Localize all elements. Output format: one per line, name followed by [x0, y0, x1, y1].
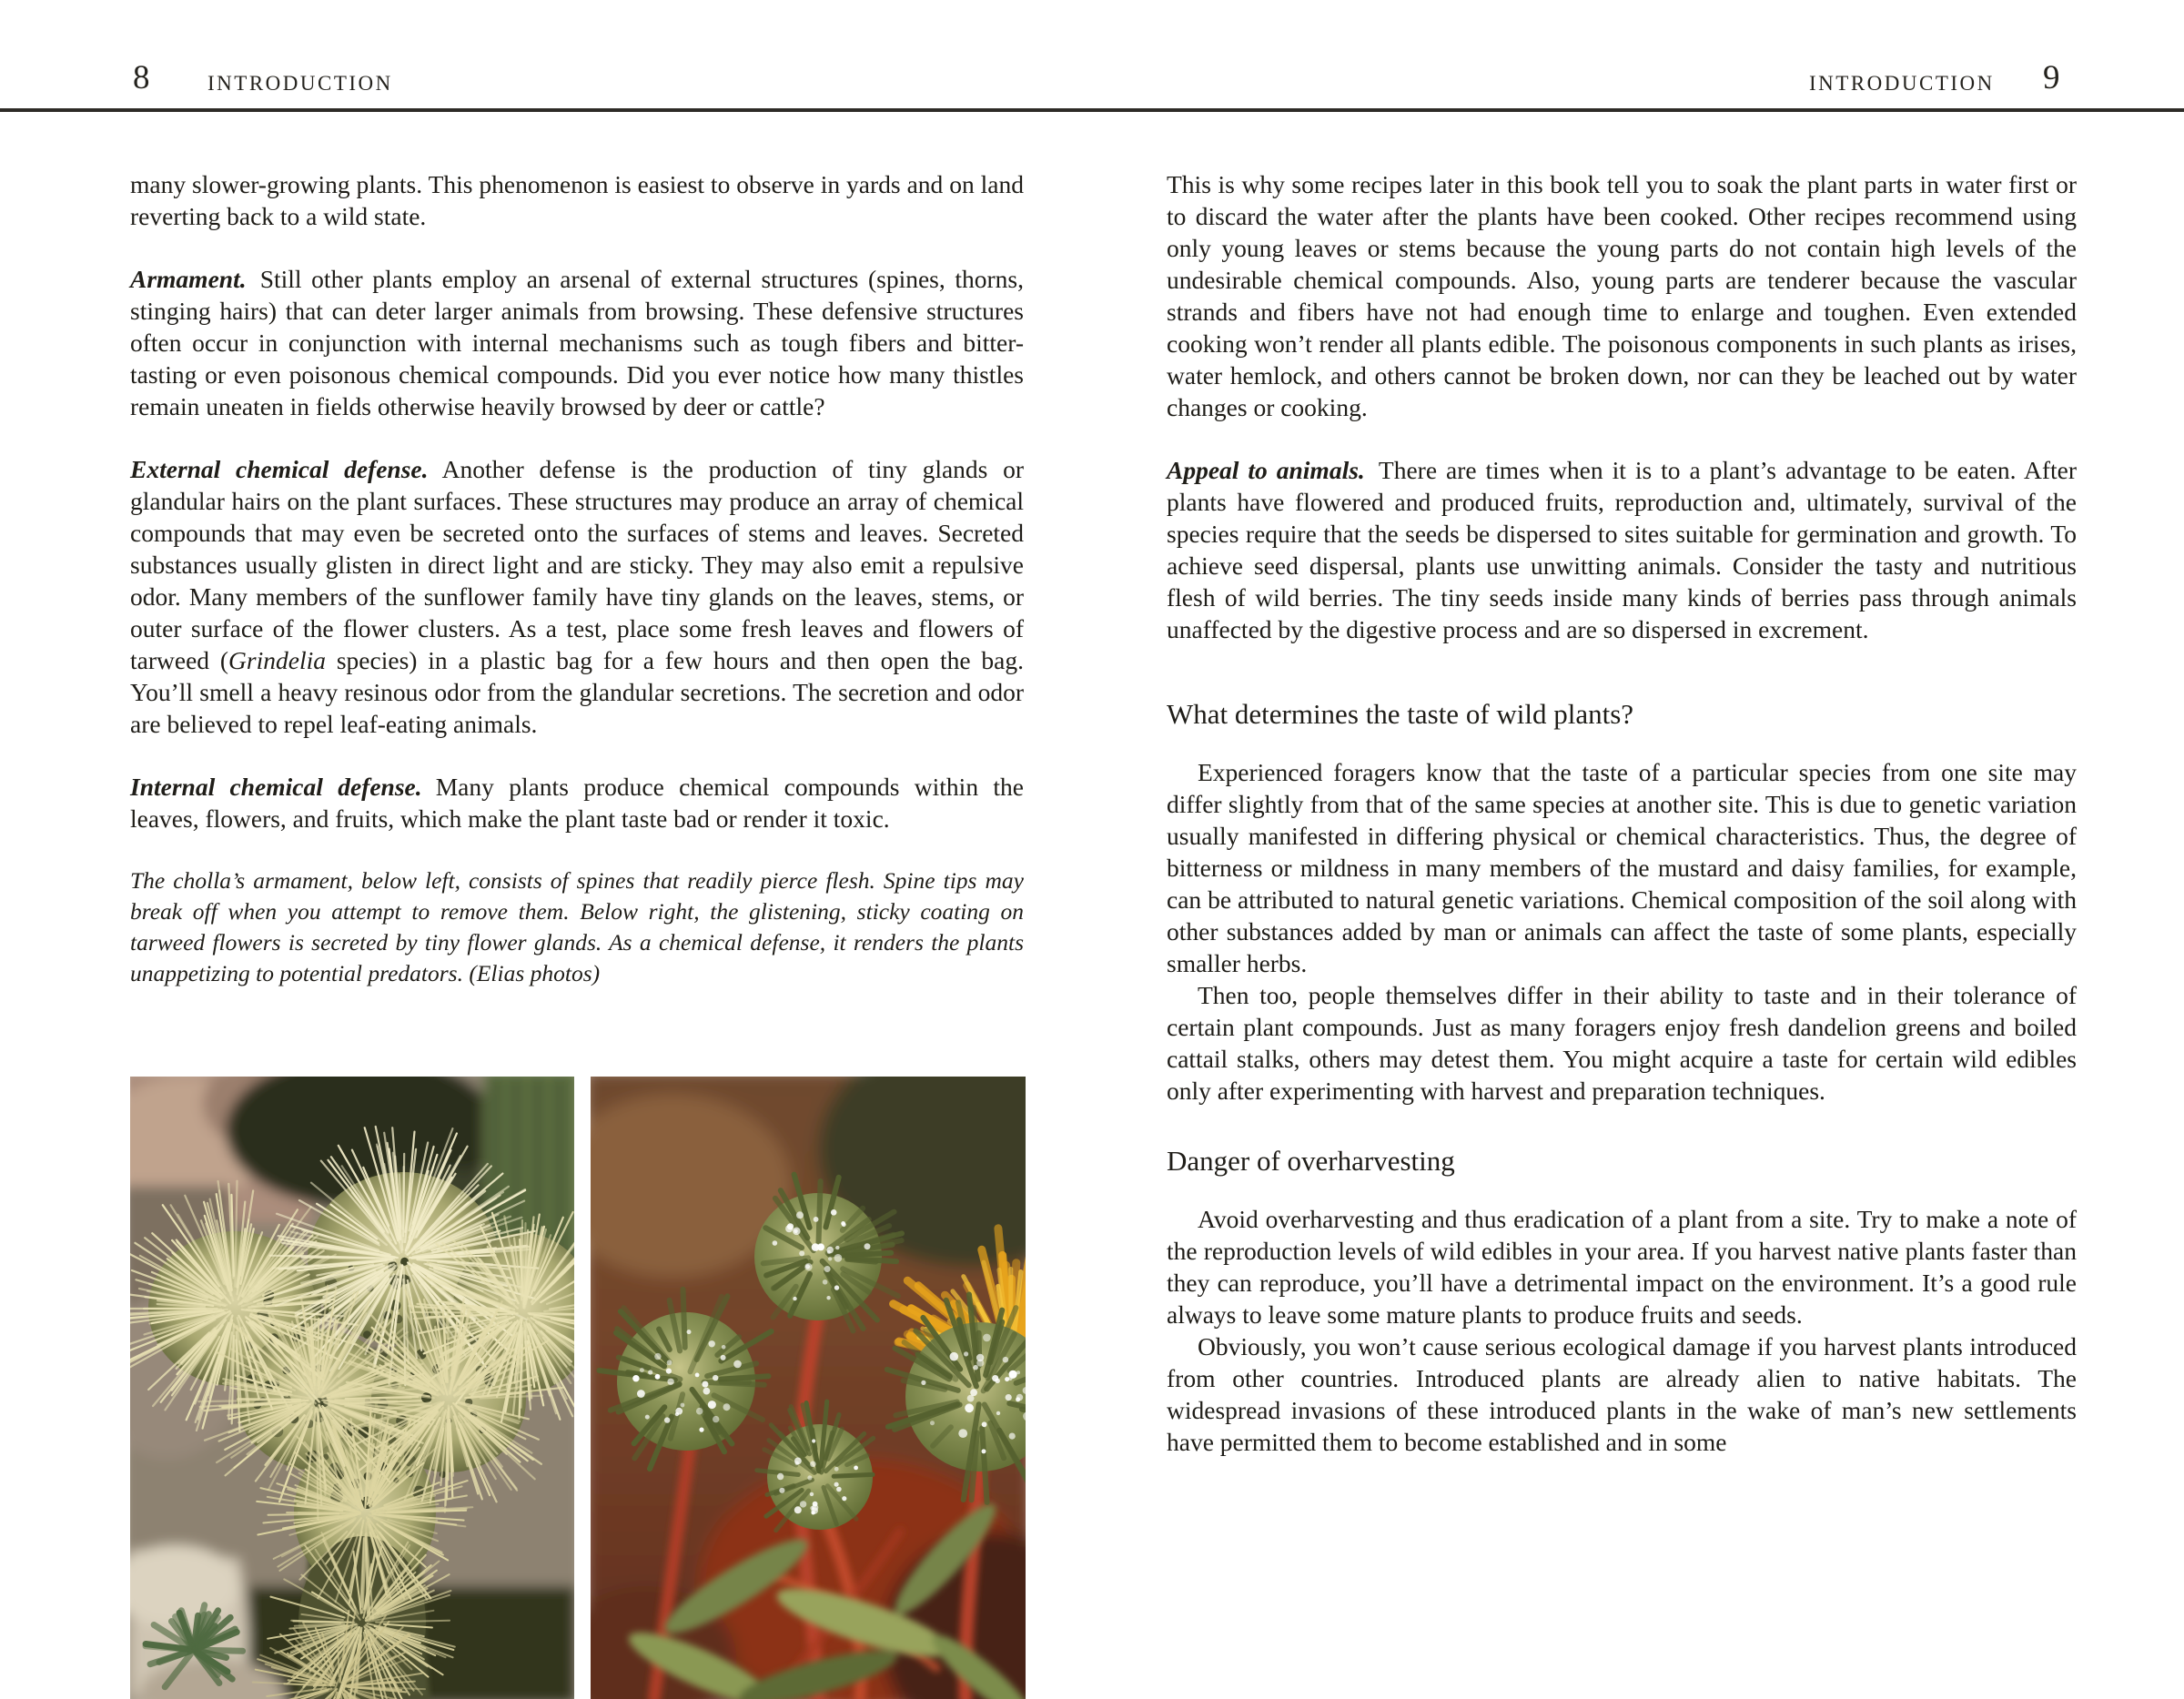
appeal-paragraph: [1167, 454, 2077, 645]
internal-defense-lead: Internal chemical defense.: [130, 773, 422, 801]
right-page-number: 9: [2043, 59, 2060, 96]
left-running-head: INTRODUCTION: [207, 72, 393, 95]
header-rule: [0, 108, 2184, 112]
overharvest-paragraph-2: Obviously, you won’t cause serious ecological damage if you harvest plants introduced from other countries. Introduced plants are already alien to native habitats. The widespread invasions of these introduced plants in the wake of man’s new settlements have permitted them to become established and in some: [1167, 1332, 2077, 1456]
photo-caption: The cholla’s armament, below left, consists of spines that readily pierce flesh. Spine tips may break off when you attempt to remove them. Below right, the glistening, sticky coating on tarweed flowers is secreted by tiny flower glands. As a chemical defense, it renders the plants unappetizing to potential predators. (Elias photos): [130, 867, 1024, 986]
external-defense-text-b: species) in a plastic bag for a few hours and then open the bag. You’ll smell a heavy resinous odor from the glandular secretions. The secretion and odor are believed to repel leaf-eating animals.: [130, 646, 1024, 738]
overharvest-paragraph-1: Avoid overharvesting and thus eradication of a plant from a site. Try to make a note of the reproduction levels of wild edibles in your area. If you harvest native plants faster than they can reproduce, you’ll have a detrimental impact on the environment. It’s a good rule always to leave some mature plants to produce fruits and seeds.: [1167, 1205, 2077, 1329]
external-defense-paragraph: [130, 453, 1024, 740]
intro-continuation-paragraph: many slower-growing plants. This phenomenon is easiest to observe in yards and on land reverting back to a wild state.: [130, 170, 1024, 230]
external-defense-text-a: Another defense is the production of tiny glands or glandular hairs on the plant surfaces. These structures may produce an array of chemical compounds that may even be secreted onto the surfaces of stems and leaves. Secreted substances usually glisten in direct light and are sticky. They may also emit a repulsive odor. Many members of the sunflower family have tiny glands on the leaves, stems, or outer surface of the flower clusters. As a test, place some fresh leaves and flowers of tarweed (: [130, 455, 1024, 674]
cholla-photo: [130, 1077, 574, 1699]
leaching-paragraph: This is why some recipes later in this book tell you to soak the plant parts in water first or to discard the water after the plants have been cooked. Other recipes recommend using only young leaves or stems because the young parts do not contain high levels of the undesirable chemical compounds. Also, young parts are tenderer because the vascular strands and fibers have not had enough time to enlarge and toughen. Even extended cooking won’t render all plants edible. The poisonous components in such plants as irises, water hemlock, and others cannot be broken down, nor can they be leached out by water changes or cooking.: [1167, 170, 2077, 421]
armament-text: Still other plants employ an arsenal of external structures (spines, thorns, stinging hairs) that can deter larger animals from browsing. These defensive structures often occur in conjunction with internal mechanisms such as tough fibers and bitter-tasting or even poisonous chemical compounds. Did you ever notice how many thistles remain uneaten in fields otherwise heavily browsed by deer or cattle?: [130, 265, 1024, 420]
right-page-column: [1167, 168, 2077, 1458]
species-name-italic: Grindelia: [228, 646, 326, 674]
photo-row: [130, 1077, 1026, 1699]
overharvest-section-heading: Danger of overharvesting: [1167, 1145, 1455, 1177]
external-defense-lead: External chemical defense.: [130, 455, 429, 483]
tarweed-photo: [591, 1077, 1026, 1699]
taste-section-heading: What determines the taste of wild plants?: [1167, 698, 1634, 730]
internal-defense-paragraph: [130, 771, 1024, 834]
right-running-head: INTRODUCTION: [1809, 72, 1995, 95]
internal-defense-text: Many plants produce chemical compounds within the leaves, flowers, and fruits, which make the plant taste bad or render it toxic.: [130, 773, 1024, 833]
armament-lead: Armament.: [130, 265, 247, 293]
left-page-number: 8: [133, 59, 150, 96]
appeal-lead: Appeal to animals.: [1167, 456, 1365, 484]
armament-paragraph: [130, 263, 1024, 422]
left-page-column: [130, 168, 1024, 1020]
appeal-text: There are times when it is to a plant’s advantage to be eaten. After plants have flowered and produced fruits, reproduction and, ultimately, survival of the species require that the seeds be dispersed to sites suitable for germination and growth. To achieve seed dispersal, plants use unwitting animals. Consider the tasty and nutritious flesh of wild berries. The tiny seeds inside many kinds of berries pass through animals unaffected by the digestive process and are so dispersed in excrement.: [1167, 456, 2077, 643]
taste-paragraph-2: Then too, people themselves differ in their ability to taste and in their tolerance of certain plant compounds. Just as many foragers enjoy fresh dandelion greens and boiled cattail stalks, others may detest them. You might acquire a taste for certain wild edibles only after experimenting with harvest and preparation techniques.: [1167, 981, 2077, 1105]
taste-paragraph-1: Experienced foragers know that the taste of a particular species from one site may differ slightly from that of the same species at another site. This is due to genetic variation usually manifested in differing physical or chemical characteristics. Thus, the degree of bitterness or mildness in many members of the mustard and daisy families, for example, can be attributed to natural genetic variations. Chemical composition of the soil along with other substances added by man or animals can affect the taste of some plants, especially smaller herbs.: [1167, 758, 2077, 977]
